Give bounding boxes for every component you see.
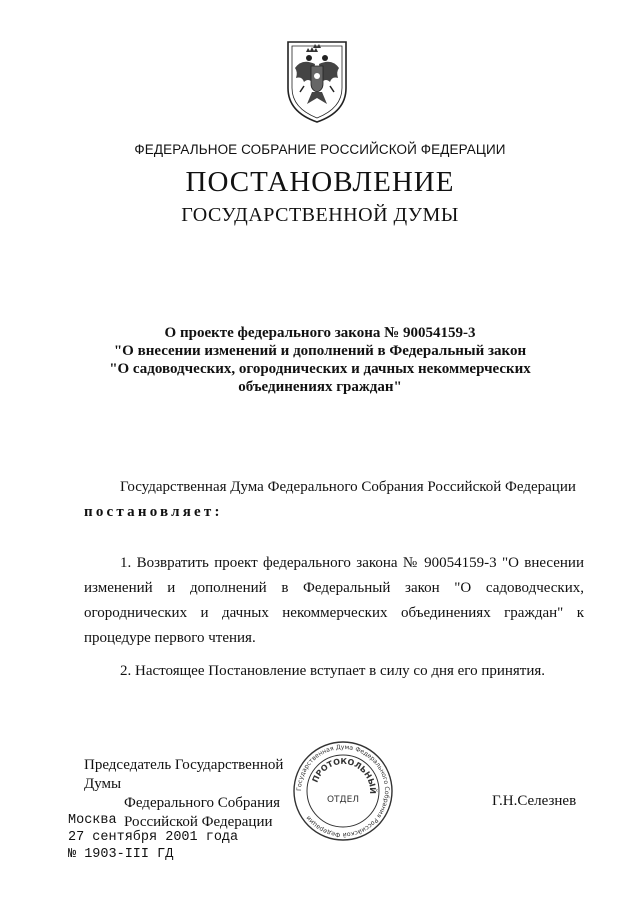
footer-number: № 1903-III ГД [68, 847, 174, 862]
seal-stamp [292, 740, 394, 842]
intro-paragraph: Государственная Дума Федерального Собрания Российской Федерации [120, 479, 576, 495]
signatory-line: Российской Федерации [124, 814, 273, 830]
document-title: ПОСТАНОВЛЕНИЕ [185, 166, 455, 198]
resolution-item-2: 2. Настоящее Постановление вступает в силу со дня его принятия. [120, 663, 546, 679]
coat-of-arms-icon [282, 38, 352, 124]
subject-line: О проекте федерального закона № 90054159-3 [164, 325, 476, 341]
footer-date: 27 сентября 2001 года [68, 830, 239, 845]
item-line: огороднических и дачных некоммерческих объединениях граждан" к [84, 605, 584, 621]
subject-line: объединениях граждан" [238, 379, 402, 395]
resolution-item-1 [84, 551, 584, 651]
footer-city: Москва [68, 813, 117, 828]
item-line: изменений и дополнений в Федеральный закон "О садоводческих, [84, 580, 584, 596]
stamp-center-text: ОТДЕЛ [326, 795, 360, 805]
stamp-inner-text: ПРОТОКОЛЬНЫЙ [310, 756, 378, 795]
document-subtitle: ГОСУДАРСТВЕННОЙ ДУМЫ [181, 204, 459, 226]
stamp-outer-text: Государственная Дума Федерального Собрания Российской Федерации [295, 743, 391, 839]
decree-word: постановляет: [84, 504, 223, 520]
signatory-title [84, 756, 314, 832]
signatory-line: Федерального Собрания [124, 795, 281, 811]
subject-line: "О садоводческих, огороднических и дачных некоммерческих [109, 361, 531, 377]
organization-name: ФЕДЕРАЛЬНОЕ СОБРАНИЕ РОССИЙСКОЙ ФЕДЕРАЦИИ [134, 142, 506, 157]
item-line: процедуре первого чтения. [84, 630, 256, 646]
document-subject [0, 324, 640, 396]
subject-line: "О внесении изменений и дополнений в Федеральный закон [113, 343, 527, 359]
item-line: 1. Возвратить проект федерального закона № 90054159-3 "О внесении [120, 555, 584, 571]
signatory-name: Г.Н.Селезнев [492, 793, 577, 809]
signatory-line: Председатель Государственной Думы [84, 757, 284, 792]
